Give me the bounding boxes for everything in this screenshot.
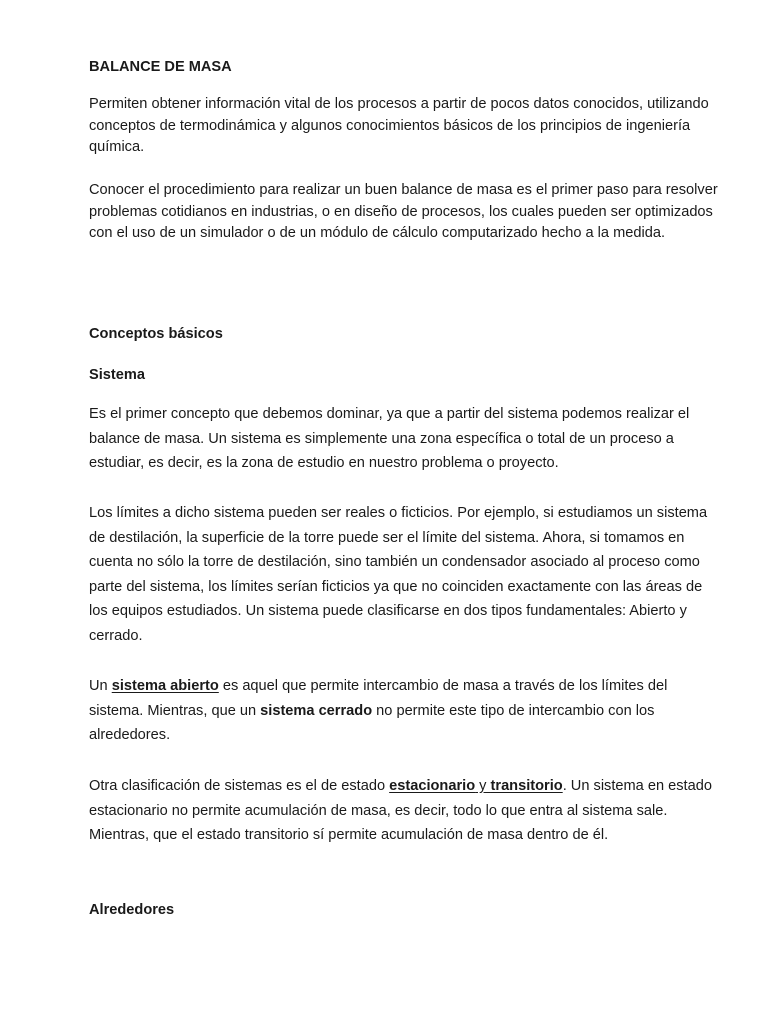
term-conjunction: y	[475, 778, 491, 794]
heading-alrededores: Alrededores	[89, 902, 175, 918]
sistema-paragraph-3	[89, 674, 719, 748]
term-sistema-abierto: sistema abierto	[111, 678, 219, 694]
p3-text-3: no permite este tipo de intercambio con los alrededores.	[89, 702, 655, 744]
heading-conceptos-basicos: Conceptos básicos	[89, 326, 223, 342]
term-estacionario-transitorio	[389, 778, 563, 794]
sistema-paragraph-1: Es el primer concepto que debemos dominar, ya que a partir del sistema podemos realizar el balance de masa. Un sistema es simplemente una zona específica o total de un proceso a estudiar, es decir, es la zona de estudio en nuestro problema o proyecto.	[89, 406, 690, 472]
sistema-paragraph-4	[89, 774, 719, 848]
p4-text-1: Otra clasificación de sistemas es el de estado	[89, 778, 390, 794]
document-title: BALANCE DE MASA	[89, 59, 232, 75]
intro-paragraph-1: Permiten obtener información vital de los procesos a partir de pocos datos conocidos, utilizando conceptos de termodinámica y algunos conocimientos básicos de los principios de ingeniería química.	[89, 96, 709, 155]
intro-paragraph-2: Conocer el procedimiento para realizar un buen balance de masa es el primer paso para resolver problemas cotidianos en industrias, o en diseño de procesos, los cuales pueden ser optimizados con el uso de un simulador o de un módulo de cálculo computarizado hecho a la medida.	[89, 182, 718, 241]
term-sistema-cerrado: sistema cerrado	[260, 702, 373, 719]
p3-text-1: Un	[89, 678, 112, 694]
heading-sistema: Sistema	[89, 367, 145, 383]
p3-text-2: es aquel que permite intercambio de masa a través de los límites del sistema. Mientras, que un	[89, 678, 668, 719]
p4-text-2: . Un sistema en estado estacionario no permite acumulación de masa, es decir, todo lo que entra al sistema sale. Mientras, que el estado transitorio sí permite acumulación de masa dentro de él.	[89, 778, 712, 844]
sistema-paragraph-2: Los límites a dicho sistema pueden ser reales o ficticios. Por ejemplo, si estudiamos un sistema de destilación, la superficie de la torre puede ser el límite del sistema. Ahora, si tomamos en cuenta no sólo la torre de destilación, sino también un condensador asociado al proceso como parte del sistema, los límites serían ficticios ya que no coinciden exactamente con las áreas de los equipos estudiados. Un sistema puede clasificarse en dos tipos fundamentales: Abierto y cerrado.	[89, 505, 708, 644]
term-transitorio: transitorio	[490, 778, 563, 794]
term-estacionario: estacionario	[389, 778, 476, 794]
